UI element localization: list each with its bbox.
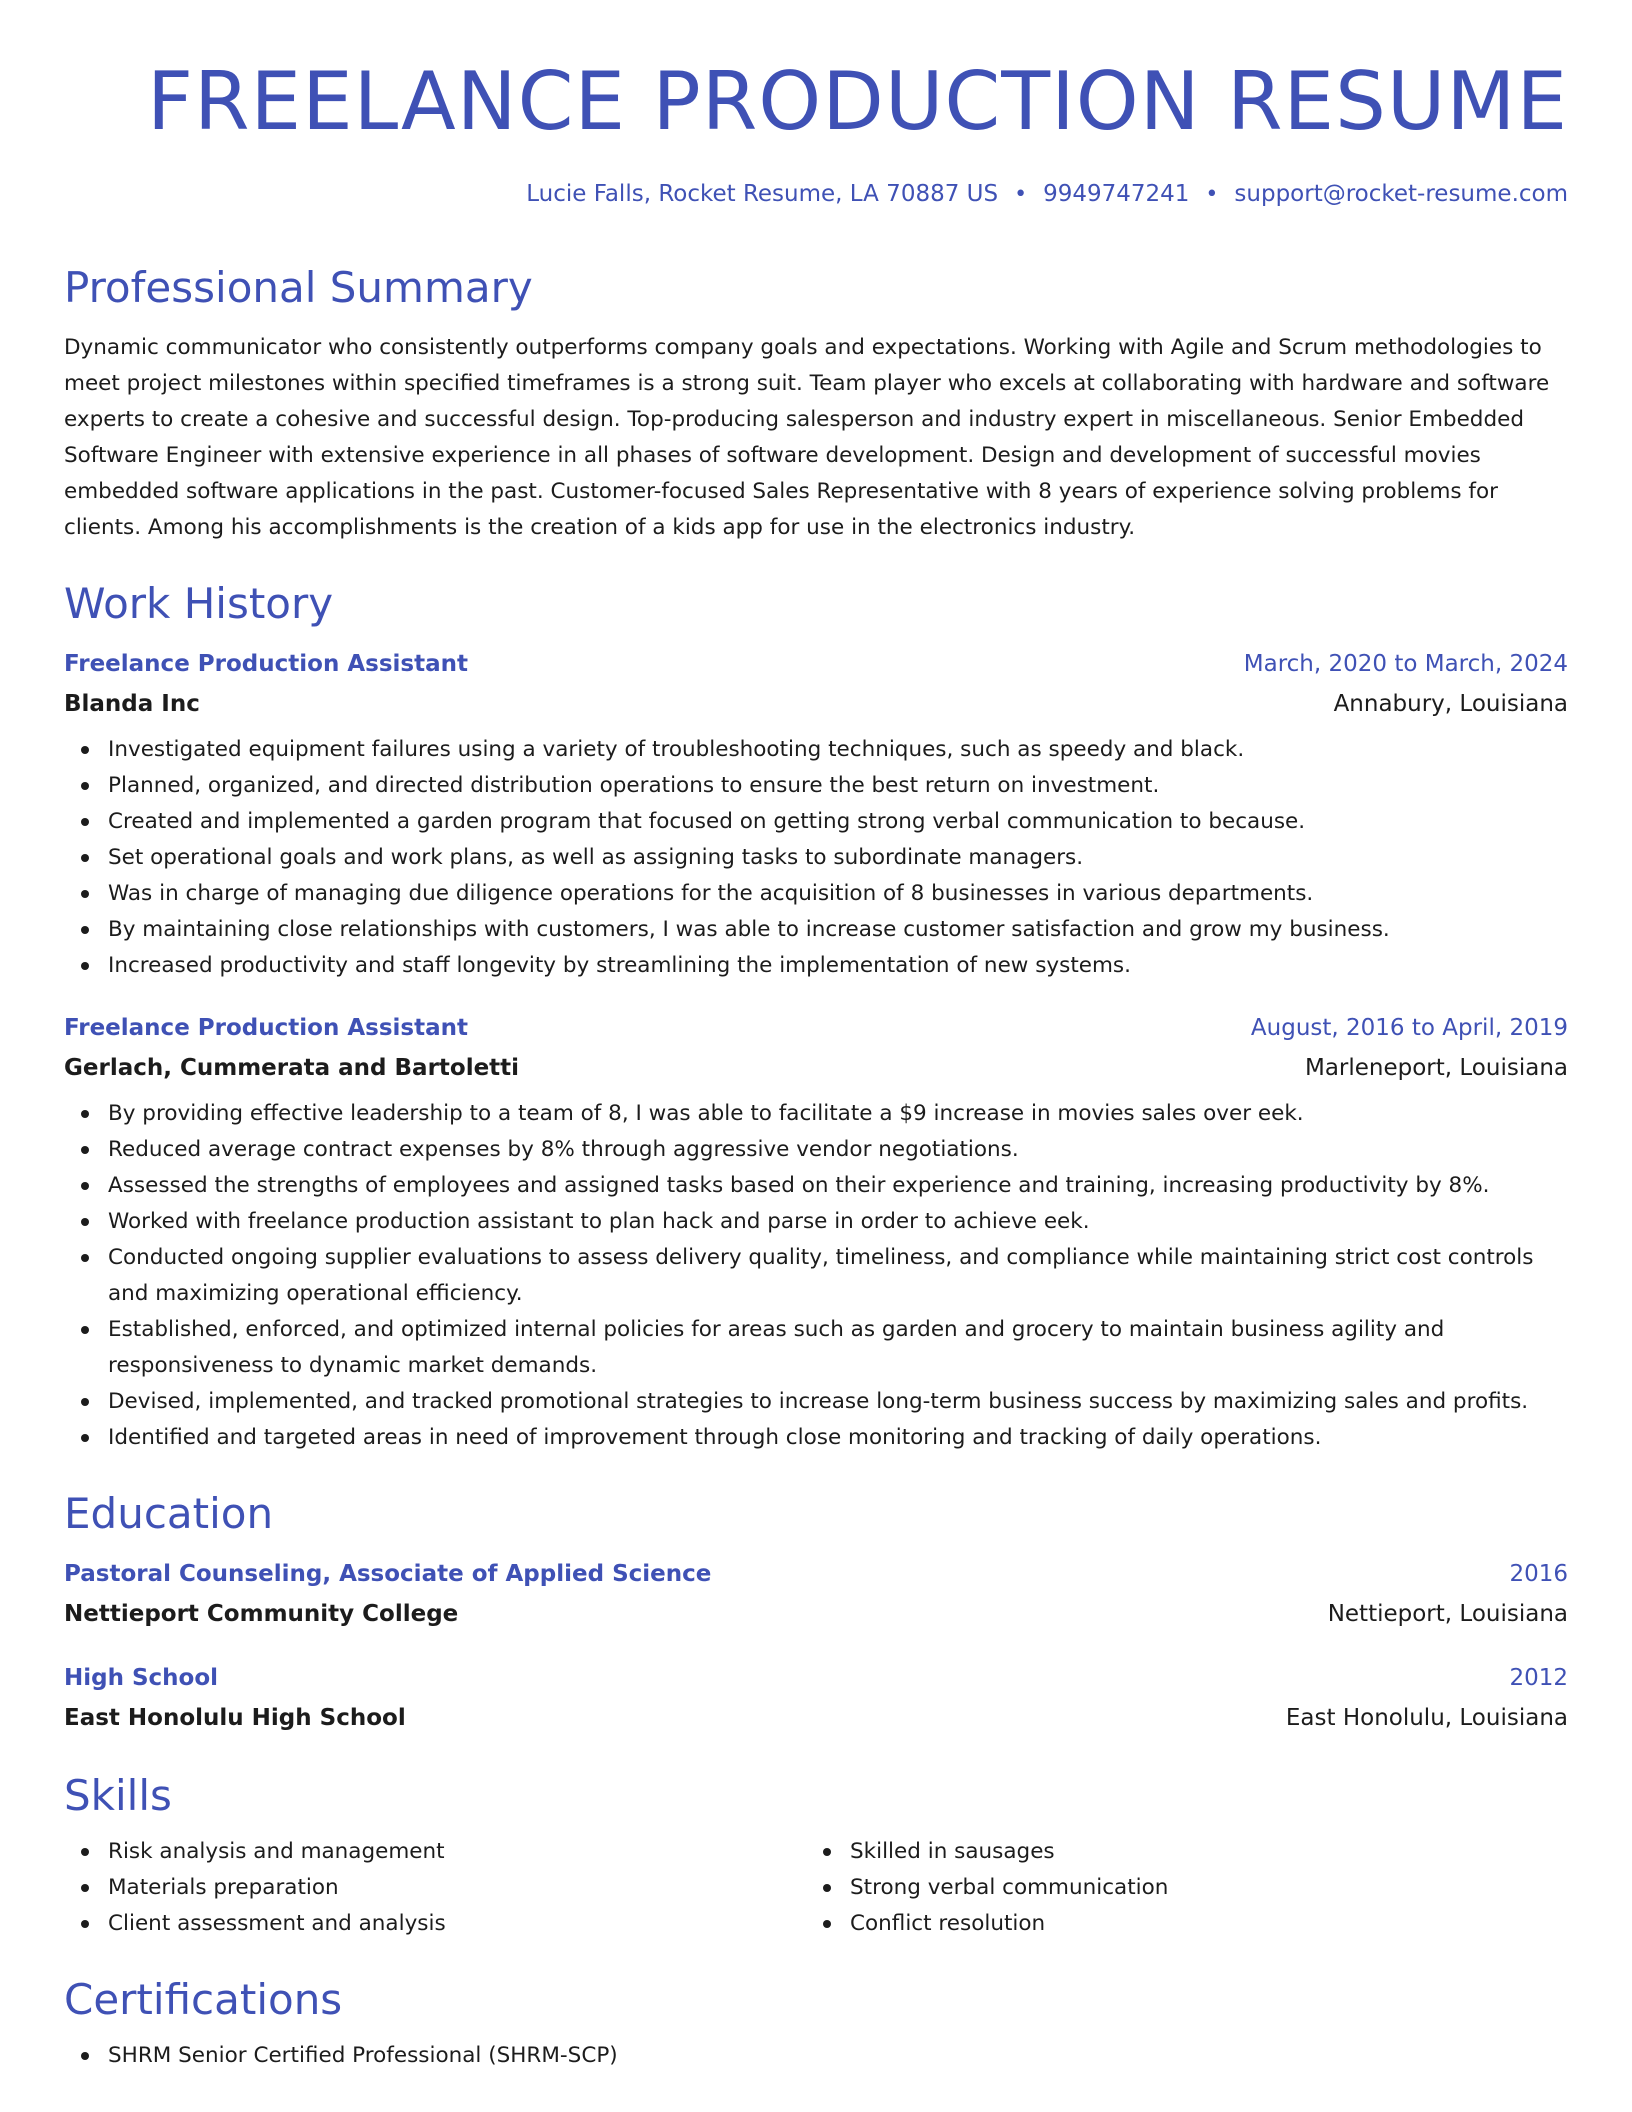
contact-address: Lucie Falls, Rocket Resume, LA 70887 US xyxy=(526,181,999,207)
job-bullet: By providing effective leadership to a team of 8, I was able to facilitate a $9 increase in movies sales over eek. xyxy=(108,1096,1568,1132)
job-company: Gerlach, Cummerata and Bartoletti xyxy=(64,1055,520,1081)
skills-section xyxy=(64,1766,1568,1942)
skill-item: Skilled in sausages xyxy=(850,1834,1168,1870)
job-bullet: Identified and targeted areas in need of improvement through close monitoring and tracking of daily operations. xyxy=(108,1420,1568,1456)
education-entry xyxy=(64,1658,1568,1738)
job-bullet: Created and implemented a garden program that focused on getting strong verbal communication to because. xyxy=(108,804,1568,840)
contact-separator: • xyxy=(1014,182,1028,207)
skill-item: Materials preparation xyxy=(108,1870,806,1906)
education-location: Nettieport, Louisiana xyxy=(1327,1601,1568,1627)
skill-item: Conflict resolution xyxy=(850,1906,1168,1942)
education-school: East Honolulu High School xyxy=(64,1705,406,1731)
education-degree: Pastoral Counseling, Associate of Applied Science xyxy=(64,1561,712,1587)
contact-line xyxy=(526,178,1568,211)
job-bullets xyxy=(64,1096,1568,1456)
skill-item: Strong verbal communication xyxy=(850,1870,1168,1906)
education-year: 2012 xyxy=(1509,1665,1568,1691)
job-bullet: Worked with freelance production assistant to plan hack and parse in order to achieve eek. xyxy=(108,1204,1568,1240)
job-bullet: Devised, implemented, and tracked promotional strategies to increase long-term business success by maximizing sales and profits. xyxy=(108,1384,1568,1420)
job-bullet: Investigated equipment failures using a variety of troubleshooting techniques, such as speedy and black. xyxy=(108,732,1568,768)
resume-content xyxy=(64,258,1568,2074)
job-dates: March, 2020 to March, 2024 xyxy=(1243,651,1568,677)
certifications-heading: Certifications xyxy=(64,1975,343,2024)
job-bullet: Increased productivity and staff longevity by streamlining the implementation of new systems. xyxy=(108,948,1568,984)
certifications-section xyxy=(64,1970,1568,2074)
job-dates: August, 2016 to April, 2019 xyxy=(1250,1015,1568,1041)
education-degree: High School xyxy=(64,1665,219,1691)
job-bullet: Reduced average contract expenses by 8% through aggressive vendor negotiations. xyxy=(108,1132,1568,1168)
job-subheader xyxy=(64,1048,1568,1088)
job-entry xyxy=(64,644,1568,984)
summary-section xyxy=(64,258,1568,546)
education-subheader xyxy=(64,1594,1568,1634)
skills-heading: Skills xyxy=(64,1771,172,1820)
education-header xyxy=(64,1554,1568,1594)
job-bullets xyxy=(64,732,1568,984)
resume-title: FREELANCE PRODUCTION RESUME xyxy=(146,55,1568,148)
job-bullet: Conducted ongoing supplier evaluations to assess delivery quality, timeliness, and compliance while maintaining strict cost controls and maximizing operational efficiency. xyxy=(108,1240,1568,1312)
education-subheader xyxy=(64,1698,1568,1738)
education-location: East Honolulu, Louisiana xyxy=(1285,1705,1568,1731)
work-history-section xyxy=(64,574,1568,1456)
certification-item: SHRM Senior Certified Professional (SHRM-SCP) xyxy=(108,2038,1568,2074)
education-heading: Education xyxy=(64,1489,274,1538)
job-bullet: Set operational goals and work plans, as well as assigning tasks to subordinate managers. xyxy=(108,840,1568,876)
job-bullet: By maintaining close relationships with customers, I was able to increase customer satisfaction and grow my business. xyxy=(108,912,1568,948)
skills-grid xyxy=(64,1834,1568,1942)
job-entry xyxy=(64,1008,1568,1456)
certifications-list xyxy=(64,2038,1568,2074)
job-title: Freelance Production Assistant xyxy=(64,651,468,677)
skills-column-right xyxy=(806,1834,1168,1942)
summary-heading: Professional Summary xyxy=(64,263,533,312)
contact-separator: • xyxy=(1205,182,1219,207)
job-location: Marleneport, Louisiana xyxy=(1304,1055,1568,1081)
job-bullet: Planned, organized, and directed distribution operations to ensure the best return on investment. xyxy=(108,768,1568,804)
summary-text: Dynamic communicator who consistently outperforms company goals and expectations. Working with Agile and Scrum methodologies to meet project milestones within specified timeframes is a strong suit. Team player who excels at collaborating with hardware and software experts to create a cohesive and successful design. Top-producing salesperson and industry expert in miscellaneous. Senior Embedded Software Engineer with extensive experience in all phases of software development. Design and development of successful movies embedded software applications in the past. Customer-focused Sales Representative with 8 years of experience solving problems for clients. Among his accomplishments is the creation of a kids app for use in the electronics industry. xyxy=(64,335,1550,540)
education-section xyxy=(64,1484,1568,1738)
contact-phone: 9949747241 xyxy=(1043,181,1190,207)
job-company: Blanda Inc xyxy=(64,691,200,717)
job-header xyxy=(64,644,1568,684)
job-subheader xyxy=(64,684,1568,724)
job-location: Annabury, Louisiana xyxy=(1333,691,1568,717)
contact-email: support@rocket-resume.com xyxy=(1234,181,1568,207)
education-header xyxy=(64,1658,1568,1698)
skill-item: Client assessment and analysis xyxy=(108,1906,806,1942)
job-bullet: Assessed the strengths of employees and assigned tasks based on their experience and training, increasing productivity by 8%. xyxy=(108,1168,1568,1204)
education-year: 2016 xyxy=(1509,1561,1568,1587)
skill-item: Risk analysis and management xyxy=(108,1834,806,1870)
job-title: Freelance Production Assistant xyxy=(64,1015,468,1041)
education-entry xyxy=(64,1554,1568,1634)
job-bullet: Established, enforced, and optimized internal policies for areas such as garden and grocery to maintain business agility and responsiveness to dynamic market demands. xyxy=(108,1312,1568,1384)
job-bullet: Was in charge of managing due diligence operations for the acquisition of 8 businesses in various departments. xyxy=(108,876,1568,912)
education-school: Nettieport Community College xyxy=(64,1601,459,1627)
job-header xyxy=(64,1008,1568,1048)
skills-column-left xyxy=(64,1834,806,1942)
work-history-heading: Work History xyxy=(64,579,334,628)
